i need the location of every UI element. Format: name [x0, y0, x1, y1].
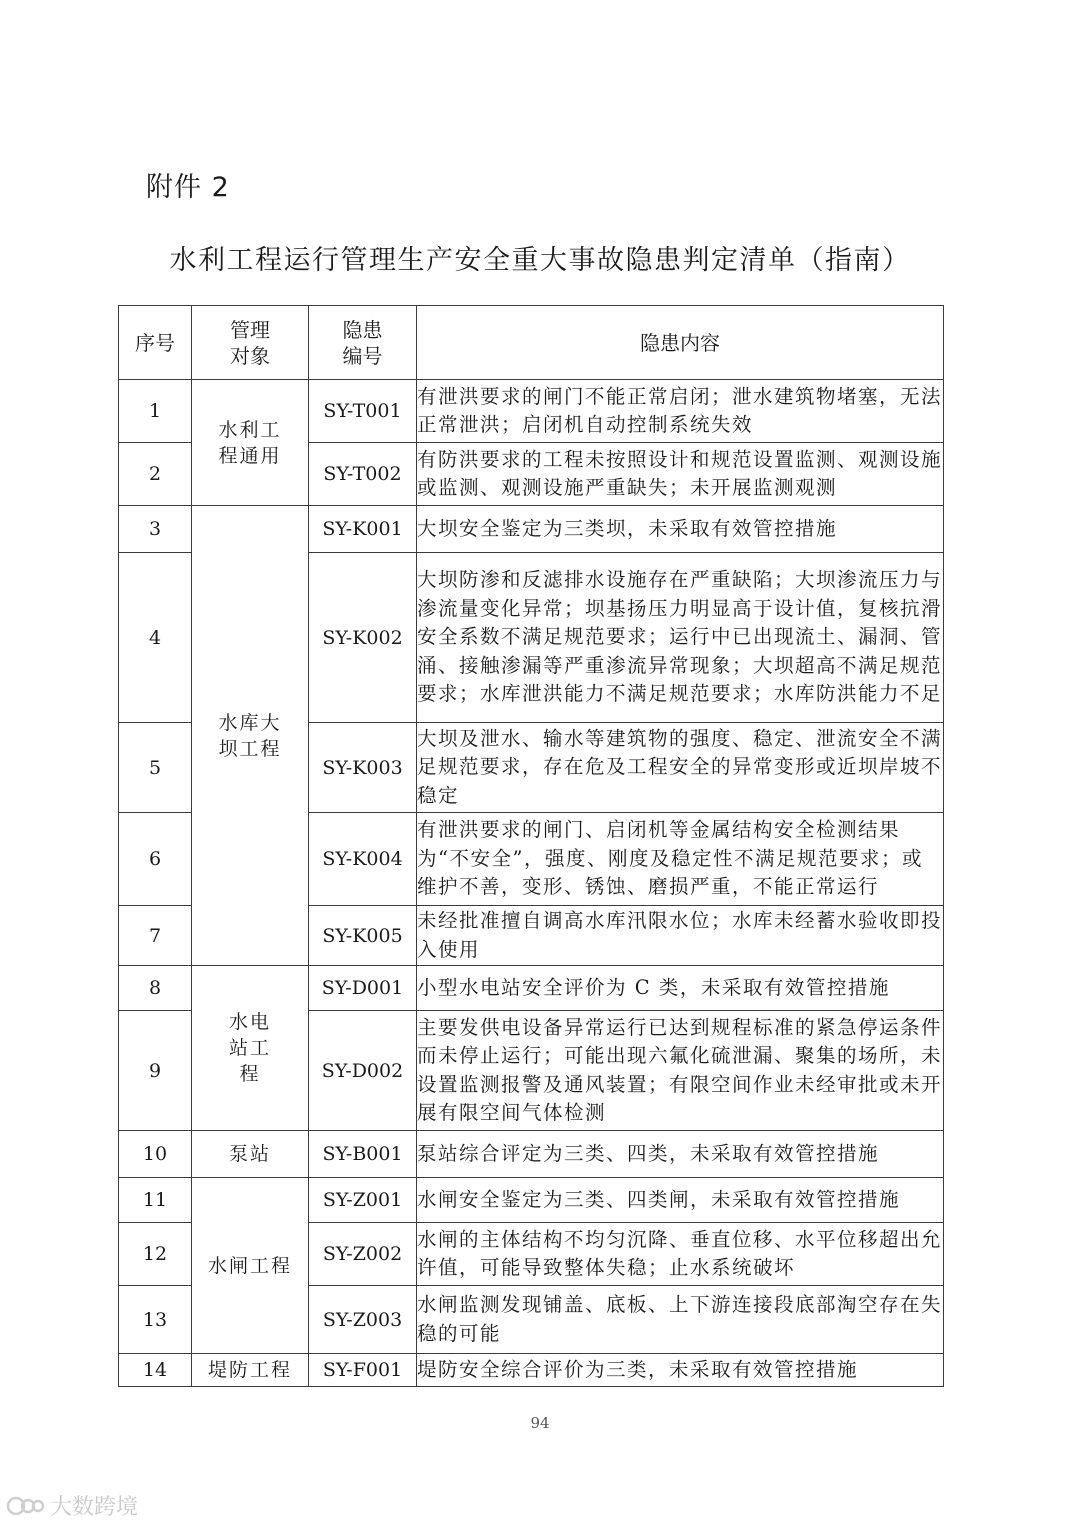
header-object: 管理 对象: [192, 306, 309, 380]
table-row: [119, 506, 944, 553]
row-no: 7: [119, 906, 192, 966]
group-cell: 泵站: [192, 1131, 309, 1178]
row-content: 有泄洪要求的闸门、启闭机等金属结构安全检测结果为“不安全”，强度、刚度及稳定性不满足规范要求；或维护不善，变形、锈蚀、磨损严重，不能正常运行: [417, 813, 944, 906]
row-no: 4: [119, 553, 192, 723]
row-content: 泵站综合评定为三类、四类，未采取有效管控措施: [417, 1131, 944, 1178]
group-cell: 堤防工程: [192, 1354, 309, 1387]
group-cell: 水库大坝工程: [192, 506, 309, 966]
header-no: 序号: [119, 306, 192, 380]
group-cell: 水电站工程: [192, 966, 309, 1131]
row-content: 主要发供电设备异常运行已达到规程标准的紧急停运条件而未停止运行；可能出现六氟化硫泄漏、聚集的场所，未设置监测报警及通风装置；有限空间作业未经审批或未开展有限空间气体检测: [417, 1011, 944, 1131]
table-row: [119, 1131, 944, 1178]
row-code: SY-K001: [309, 506, 417, 553]
table-row: [119, 1354, 944, 1387]
row-no: 2: [119, 443, 192, 506]
row-code: SY-D001: [309, 966, 417, 1011]
row-no: 3: [119, 506, 192, 553]
row-code: SY-T001: [309, 380, 417, 443]
header-code: 隐患 编号: [309, 306, 417, 380]
row-code: SY-K002: [309, 553, 417, 723]
row-content: 堤防安全综合评价为三类，未采取有效管控措施: [417, 1354, 944, 1387]
table-row: [119, 966, 944, 1011]
row-content: 有泄洪要求的闸门不能正常启闭；泄水建筑物堵塞，无法正常泄洪；启闭机自动控制系统失效: [417, 380, 944, 443]
header-content: 隐患内容: [417, 306, 944, 380]
row-no: 8: [119, 966, 192, 1011]
row-code: SY-K005: [309, 906, 417, 966]
row-content: 水闸监测发现铺盖、底板、上下游连接段底部淘空存在失稳的可能: [417, 1286, 944, 1354]
hazard-table: [118, 305, 944, 1387]
row-content: 水闸的主体结构不均匀沉降、垂直位移、水平位移超出允许值，可能导致整体失稳；止水系统破坏: [417, 1223, 944, 1286]
table-header-row: [119, 306, 944, 380]
row-code: SY-Z001: [309, 1178, 417, 1223]
row-code: SY-F001: [309, 1354, 417, 1387]
row-content: 大坝防渗和反滤排水设施存在严重缺陷；大坝渗流压力与渗流量变化异常；坝基扬压力明显高于设计值，复核抗滑安全系数不满足规范要求；运行中已出现流土、漏洞、管涌、接触渗漏等严重渗流异常现象；大坝超高不满足规范要求；水库泄洪能力不满足规范要求；水库防洪能力不足: [417, 553, 944, 723]
table-row: [119, 1178, 944, 1223]
row-no: 1: [119, 380, 192, 443]
row-no: 12: [119, 1223, 192, 1286]
row-content: 小型水电站安全评价为 C 类，未采取有效管控措施: [417, 966, 944, 1011]
row-code: SY-K004: [309, 813, 417, 906]
row-no: 5: [119, 723, 192, 813]
page-number: 94: [530, 1414, 550, 1432]
attachment-label: 附件 2: [146, 172, 230, 203]
row-code: SY-Z002: [309, 1223, 417, 1286]
row-content: 有防洪要求的工程未按照设计和规范设置监测、观测设施或监测、观测设施严重缺失；未开展监测观测: [417, 443, 944, 506]
row-no: 14: [119, 1354, 192, 1387]
row-content: 未经批准擅自调高水库汛限水位；水库未经蓄水验收即投入使用: [417, 906, 944, 966]
row-content: 大坝安全鉴定为三类坝，未采取有效管控措施: [417, 506, 944, 553]
row-content: 水闸安全鉴定为三类、四类闸，未采取有效管控措施: [417, 1178, 944, 1223]
row-no: 11: [119, 1178, 192, 1223]
row-no: 10: [119, 1131, 192, 1178]
row-code: SY-D002: [309, 1011, 417, 1131]
watermark-text: 大数跨境: [50, 1495, 139, 1520]
group-cell: 水闸工程: [192, 1178, 309, 1354]
row-no: 9: [119, 1011, 192, 1131]
row-code: SY-B001: [309, 1131, 417, 1178]
row-code: SY-T002: [309, 443, 417, 506]
watermark: [6, 1490, 138, 1521]
row-no: 13: [119, 1286, 192, 1354]
group-cell: 水利工程通用: [192, 380, 309, 506]
document-title: 水利工程运行管理生产安全重大事故隐患判定清单（指南）: [169, 245, 911, 276]
row-no: 6: [119, 813, 192, 906]
watermark-logo-icon: [6, 1494, 46, 1518]
table-row: [119, 380, 944, 443]
row-code: SY-Z003: [309, 1286, 417, 1354]
row-content: 大坝及泄水、输水等建筑物的强度、稳定、泄流安全不满足规范要求，存在危及工程安全的异常变形或近坝岸坡不稳定: [417, 723, 944, 813]
row-code: SY-K003: [309, 723, 417, 813]
